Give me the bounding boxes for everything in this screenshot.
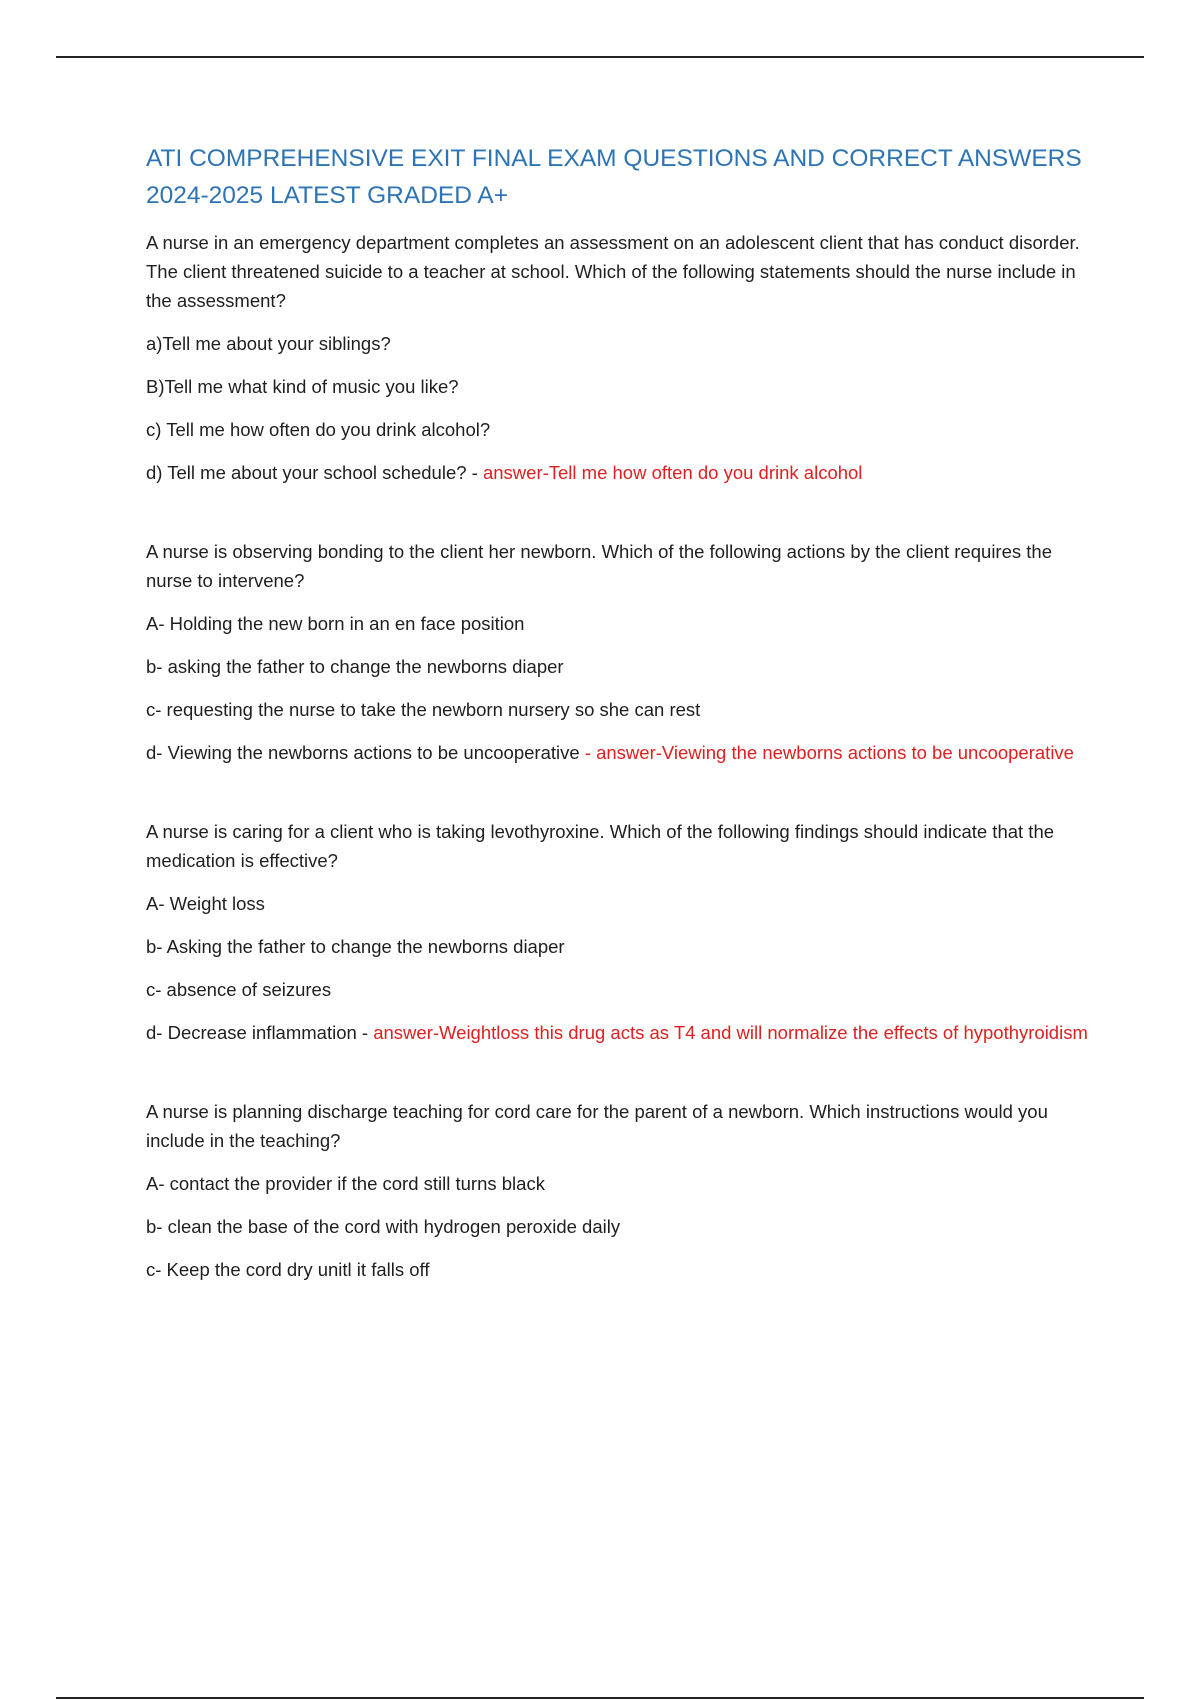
correct-answer: answer-Weightloss this drug acts as T4 and will normalize the effects of hypothyroidism xyxy=(373,1022,1088,1043)
option-d xyxy=(146,738,1096,767)
correct-answer: answer-Tell me how often do you drink alcohol xyxy=(482,462,863,483)
document-body xyxy=(146,140,1096,1334)
question-block-3 xyxy=(146,817,1096,1047)
question-block-1 xyxy=(146,228,1096,487)
bottom-rule xyxy=(56,1697,1144,1699)
question-block-4 xyxy=(146,1097,1096,1284)
document-title: ATI COMPREHENSIVE EXIT FINAL EXAM QUESTIONS AND CORRECT ANSWERS 2024-2025 LATEST GRADED A+ xyxy=(146,145,1082,209)
option-c: c- absence of seizures xyxy=(146,979,332,1000)
option-b: B)Tell me what kind of music you like? xyxy=(146,376,459,397)
question-block-2 xyxy=(146,537,1096,767)
option-a: A- Weight loss xyxy=(146,893,265,914)
option-d-text: d- Decrease inflammation - xyxy=(146,1022,374,1043)
question-text: A nurse in an emergency department completes an assessment on an adolescent client that has conduct disorder. The client threatened suicide to a teacher at school. Which of the following statements should the nurse include in the assessment? xyxy=(146,232,1080,311)
top-rule xyxy=(56,56,1144,58)
option-a: A- Holding the new born in an en face position xyxy=(146,613,525,634)
option-b: b- asking the father to change the newborns diaper xyxy=(146,656,564,677)
option-b: b- Asking the father to change the newborns diaper xyxy=(146,936,565,957)
question-text: A nurse is planning discharge teaching for cord care for the parent of a newborn. Which instructions would you include in the teaching? xyxy=(146,1101,1048,1151)
option-c: c- requesting the nurse to take the newborn nursery so she can rest xyxy=(146,699,701,720)
option-c: c) Tell me how often do you drink alcohol? xyxy=(146,419,491,440)
correct-answer: - answer-Viewing the newborns actions to be uncooperative xyxy=(584,742,1074,763)
option-a: a)Tell me about your siblings? xyxy=(146,333,391,354)
option-d-text: d) Tell me about your school schedule? - xyxy=(146,462,483,483)
option-d xyxy=(146,1018,1096,1047)
option-a: A- contact the provider if the cord still turns black xyxy=(146,1173,545,1194)
question-text: A nurse is caring for a client who is taking levothyroxine. Which of the following findings should indicate that the medication is effective? xyxy=(146,821,1055,871)
option-c: c- Keep the cord dry unitl it falls off xyxy=(146,1259,430,1280)
option-d xyxy=(146,458,1096,487)
option-d-text: d- Viewing the newborns actions to be uncooperative xyxy=(146,742,585,763)
option-b: b- clean the base of the cord with hydrogen peroxide daily xyxy=(146,1216,621,1237)
question-text: A nurse is observing bonding to the client her newborn. Which of the following actions by the client requires the nurse to intervene? xyxy=(146,541,1052,591)
